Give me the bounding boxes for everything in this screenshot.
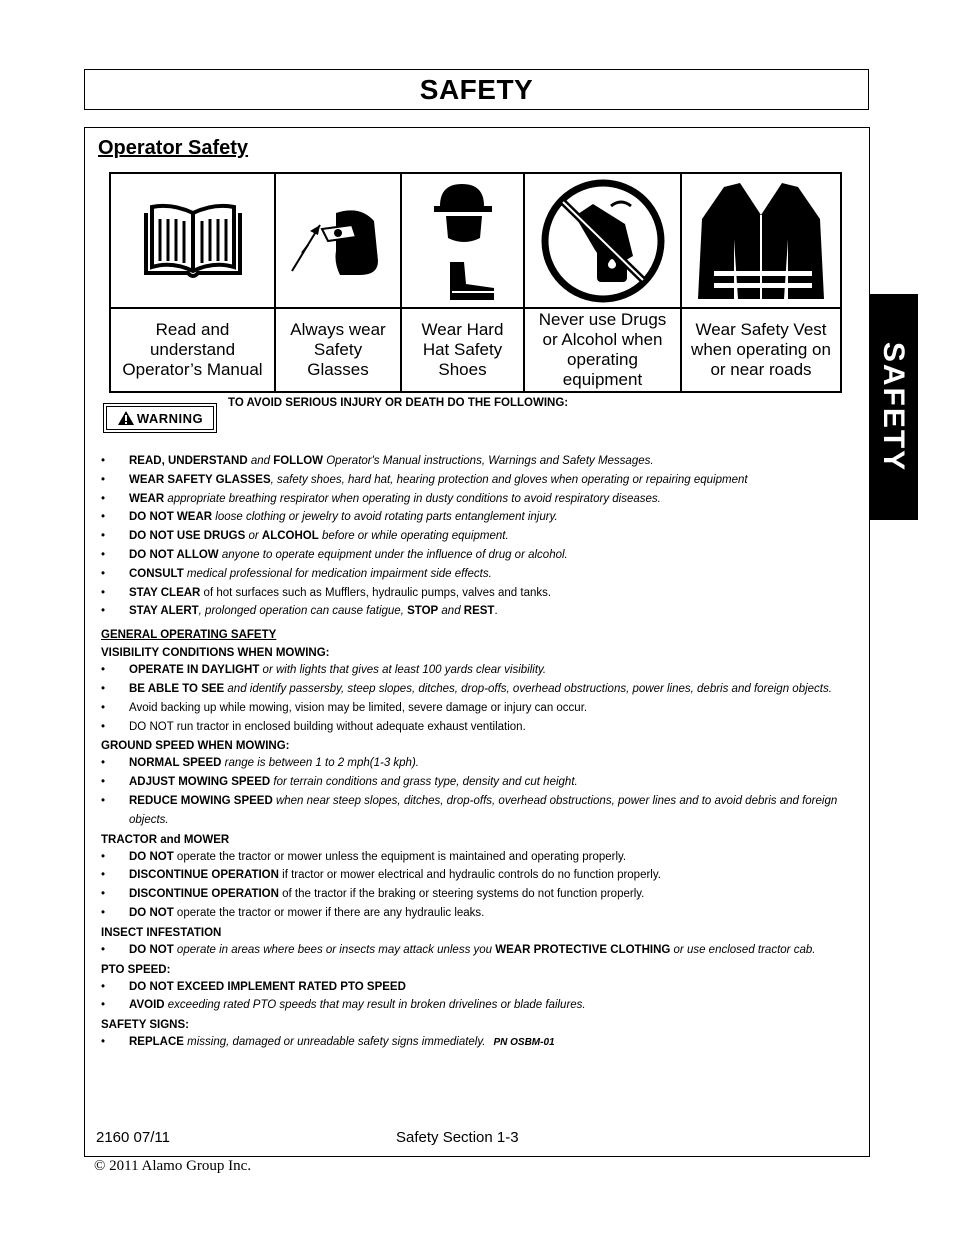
text-segment: BE ABLE TO SEE (129, 682, 225, 695)
text-segment: and (438, 605, 464, 618)
list-item (101, 773, 853, 792)
text-segment: DO NOT run tractor in enclosed building without adequate exhaust ventilation. (129, 720, 526, 733)
text-segment: or (245, 530, 262, 543)
caption-line: Read and (155, 320, 230, 339)
group-heading: VISIBILITY CONDITIONS WHEN MOWING: (101, 647, 330, 660)
group-list (101, 754, 853, 829)
page-header (84, 69, 869, 110)
text-segment: operate in areas where bees or insects may attack unless you (173, 943, 496, 956)
caption-line: Never use Drugs (538, 310, 667, 329)
list-item (101, 602, 853, 621)
group-list (101, 978, 853, 1016)
pictogram-cell (524, 173, 681, 308)
caption-line: Wear Safety Vest (695, 320, 827, 339)
caption-line: Hat Safety (422, 340, 503, 359)
text-segment: or use enclosed tractor cab. (670, 943, 816, 956)
footer-model-date: 2160 07/11 (96, 1129, 170, 1146)
list-item (101, 718, 853, 737)
section-title: Operator Safety (98, 137, 249, 159)
text-segment: OPERATE IN DAYLIGHT (129, 664, 260, 677)
text-segment: and (247, 455, 274, 467)
text-segment: REST (463, 605, 495, 618)
text-segment: ALCOHOL (261, 530, 319, 543)
group-list (101, 848, 853, 923)
part-number: PN OSBM-01 (493, 1037, 555, 1049)
caption-line: Safety (313, 340, 363, 359)
text-segment: if tractor or mower electrical and hydraulic controls do no function properly. (278, 869, 661, 882)
text-segment: range is between 1 to 2 mph(1-3 kph). (221, 757, 419, 770)
list-item (101, 754, 853, 773)
text-segment: or with lights that gives at least 100 yards clear visibility. (259, 664, 547, 677)
list-item (101, 546, 853, 565)
list-item (101, 792, 853, 830)
group-heading: GROUND SPEED WHEN MOWING: (101, 740, 290, 753)
list-item (101, 1033, 853, 1053)
caption-line: Operator’s Manual (122, 360, 263, 379)
pictogram-caption (524, 308, 681, 392)
list-item (101, 584, 853, 603)
list-item (101, 508, 853, 527)
text-segment: anyone to operate equipment under the influence of drug or alcohol. (218, 548, 568, 561)
text-segment: medical professional for medication impairment side effects. (183, 567, 492, 580)
side-tab-label: SAFETY (877, 341, 911, 473)
safety-glasses-icon (288, 201, 388, 281)
footer-page-label: Safety Section 1-3 (396, 1129, 519, 1146)
group-heading: PTO SPEED: (101, 963, 171, 976)
pictogram-caption (681, 308, 841, 392)
group-heading: SAFETY SIGNS: (101, 1019, 189, 1032)
caption-line: Always wear (290, 320, 386, 339)
list-item (101, 490, 853, 509)
caption-line: understand (149, 340, 236, 359)
list-item (101, 866, 853, 885)
text-segment: DO NOT (129, 850, 174, 863)
caption-line: operating (567, 350, 638, 369)
text-segment: when near steep slopes, ditches, drop-offs, overhead obstructions, power lines and to avoid debris and foreign objects. (129, 794, 838, 826)
warning-heading: TO AVOID SERIOUS INJURY OR DEATH DO THE FOLLOWING: (228, 397, 569, 409)
text-segment: STAY CLEAR (129, 586, 201, 599)
text-segment: exceeding rated PTO speeds that may result in broken drivelines or blade failures. (164, 999, 586, 1012)
text-segment: DO NOT (129, 943, 174, 956)
text-segment: Operator's Manual instructions, Warnings and Safety Messages. (323, 455, 654, 467)
text-segment: , prolonged operation can cause fatigue, (198, 605, 408, 618)
text-segment: Avoid backing up while mowing, vision may be limited, severe damage or injury can occur. (129, 701, 588, 714)
group-list (101, 941, 853, 960)
text-segment: of the tractor if the braking or steering systems do not function properly. (278, 888, 645, 901)
group-heading: TRACTOR and MOWER (101, 833, 230, 846)
text-segment: of hot surfaces such as Mufflers, hydraulic pumps, valves and tanks. (200, 586, 552, 599)
group-list (101, 1033, 853, 1053)
safety-instructions (101, 452, 853, 1053)
list-item (101, 471, 853, 490)
text-segment: missing, damaged or unreadable safety signs immediately. (183, 1036, 486, 1049)
safety-vest-icon (694, 179, 828, 303)
list-item (101, 661, 853, 680)
text-segment: WEAR SAFETY GLASSES (129, 473, 271, 486)
text-segment: READ, UNDERSTAND (129, 455, 248, 467)
pictogram-cell (681, 173, 841, 308)
text-segment: NORMAL SPEED (129, 757, 222, 770)
text-segment: STAY ALERT (129, 605, 199, 618)
text-segment: operate the tractor or mower unless the equipment is maintained and operating properly. (173, 850, 627, 863)
list-item (101, 527, 853, 546)
list-item (101, 848, 853, 867)
caption-line: Shoes (438, 360, 487, 379)
caption-line: or Alcohol when (542, 330, 663, 349)
text-segment: FOLLOW (273, 455, 324, 467)
list-item (101, 699, 853, 718)
warning-badge (103, 403, 217, 433)
text-segment: DO NOT USE DRUGS (129, 530, 246, 543)
text-segment: operate the tractor or mower if there are any hydraulic leaks. (173, 906, 485, 919)
text-segment: , safety shoes, hard hat, hearing protection and gloves when operating or repairing equipment (270, 473, 748, 486)
pictogram-caption (275, 308, 401, 392)
group-list (101, 661, 853, 736)
group-heading: INSECT INFESTATION (101, 926, 222, 939)
pictogram-caption (110, 308, 275, 392)
caption-line: Wear Hard (421, 320, 504, 339)
text-segment: REDUCE MOWING SPEED (129, 794, 273, 807)
safety-pictogram-table (109, 172, 842, 393)
text-segment: DO NOT WEAR (129, 511, 213, 524)
caption-line: Glasses (307, 360, 369, 379)
text-segment: WEAR (129, 492, 165, 505)
text-segment: WEAR PROTECTIVE CLOTHING (495, 943, 671, 956)
text-segment: ADJUST MOWING SPEED (129, 776, 271, 789)
pictogram-caption (401, 308, 524, 392)
general-operating-heading: GENERAL OPERATING SAFETY (101, 629, 277, 642)
pictogram-cell (275, 173, 401, 308)
text-segment: and identify passersby, steep slopes, ditches, drop-offs, overhead obstructions, power lines, debris and foreign objects. (224, 682, 832, 695)
pictogram-cell (110, 173, 275, 308)
text-segment: DO NOT EXCEED IMPLEMENT RATED PTO SPEED (129, 980, 406, 993)
list-item (101, 680, 853, 699)
list-item (101, 885, 853, 904)
list-item (101, 941, 853, 960)
list-item (101, 996, 853, 1015)
text-segment: . (494, 605, 498, 618)
text-segment: CONSULT (129, 567, 184, 580)
operating-groups (101, 646, 853, 1053)
text-segment: DISCONTINUE OPERATION (129, 869, 279, 882)
text-segment: loose clothing or jewelry to avoid rotating parts entanglement injury. (212, 511, 558, 524)
text-segment: DISCONTINUE OPERATION (129, 888, 279, 901)
general-safety-list (101, 452, 853, 621)
text-segment: for terrain conditions and grass type, density and cut height. (270, 776, 578, 789)
list-item (101, 565, 853, 584)
list-item (101, 452, 853, 471)
section-side-tab (869, 294, 918, 520)
text-segment: before or while operating equipment. (318, 530, 509, 543)
page-title: SAFETY (419, 73, 534, 105)
text-segment: REPLACE (129, 1036, 184, 1049)
warning-label: WARNING (136, 410, 204, 426)
list-item (101, 978, 853, 997)
manual-book-icon (138, 201, 248, 281)
copyright: © 2011 Alamo Group Inc. (94, 1158, 252, 1174)
list-item (101, 904, 853, 923)
text-segment: appropriate breathing respirator when operating in dusty conditions to avoid respiratory diseases. (164, 492, 661, 505)
text-segment: AVOID (129, 999, 165, 1012)
pictogram-cell (401, 173, 524, 308)
no-drugs-alcohol-icon (537, 178, 669, 304)
caption-line: or near roads (710, 360, 812, 379)
warning-triangle-icon (117, 410, 135, 426)
text-segment: DO NOT (129, 906, 174, 919)
caption-line: equipment (562, 370, 643, 389)
caption-line: when operating on (691, 340, 831, 359)
text-segment: STOP (407, 605, 439, 618)
text-segment: DO NOT ALLOW (129, 548, 219, 561)
hard-hat-boot-icon (428, 180, 498, 302)
